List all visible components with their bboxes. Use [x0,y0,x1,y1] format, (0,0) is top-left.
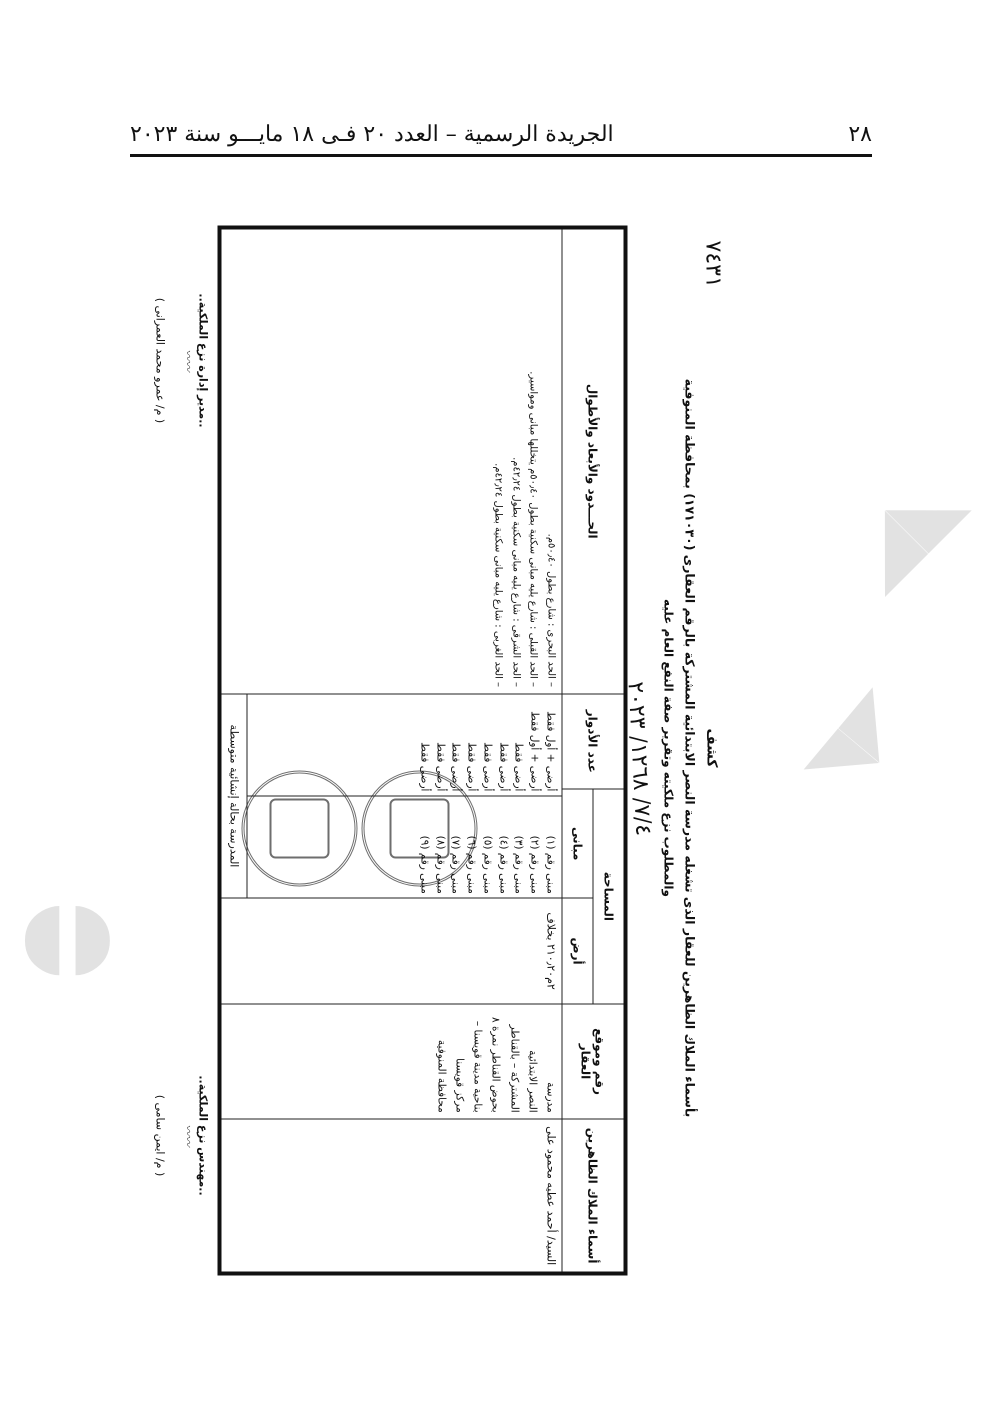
building-item: مبنى رقم (٩) [418,835,431,894]
floor-item: أرضى فقط [497,742,510,792]
column-boundaries: الحـــدود والأبعاد والأطوال [562,228,626,694]
location-line: بناحية مدينة قويسنا – [471,1020,484,1113]
location-line: بحوض القناطر نمرة ٨ [489,1017,502,1113]
building-item: مبنى رقم (٤) [497,835,510,894]
scanned-document [153,211,728,1286]
document-title: كشف [703,728,720,768]
column-area-land: أرض [562,898,593,1003]
boundary-line: – الحد البحرى : شارع بطول ٥٠٫٤٠م. [545,533,557,688]
building-condition-note: المدرسة بحالة إنشائية متوسطة [227,724,241,868]
location-line: النصر الابتدائية [526,1050,539,1113]
floor-item: أرضى فقط [465,742,478,792]
building-item: مبنى رقم (٧) [450,835,462,894]
floor-item: أرضى + أول فقط [544,711,557,792]
boundary-line: – الحد الشرقى : شارع يليه مبانى سكنية بطول ٤٢٫٢٤م. [510,457,522,688]
building-item: مبنى رقم (٣) [513,835,525,894]
boundaries-cell [220,228,563,694]
area-land-value: ٢م٢١٠٫٢٠ بخلاف [544,912,558,990]
watermark: ◖◗ [20,880,115,986]
owner-cell [220,1119,563,1273]
floor-item: أرضى فقط [481,742,494,792]
location-cell [220,1004,563,1120]
floors-list [248,694,562,795]
signature-mark: 〰〰 [181,349,195,372]
column-owner: أسماء الملاك الظاهرين [562,1119,626,1273]
buildings-floors-cell [220,694,563,899]
location-line: مركز قويسنا [453,1058,466,1113]
signature-row [154,251,210,1246]
building-item: مبنى رقم (٨) [434,835,447,894]
building-item: مبنى رقم (٦) [465,835,478,894]
watermark: ◢◣ [824,450,979,604]
floor-item: أرضى فقط [513,742,525,792]
reference-code: ٧٤٣١ [700,240,726,288]
document-title-line: بأسماء الملاك الظاهرين للعقار الذى تشغله مدرسة النصر الابتدائية المشتركة بالرقم العقارى (١٧١٠٣٠) بمحافظة المنوفية [682,378,698,1118]
signature-mark: 〰〰 [181,1124,195,1147]
floor-item: أرضى + أول فقط [528,711,541,792]
floor-item: أرضى فقط [418,742,431,792]
header-rule [130,154,872,157]
building-item: مبنى رقم (١) [544,835,557,894]
column-floors: عدد الأدوار [562,694,626,790]
signature-title: ..مهندس نزع الملكية.. [196,1075,210,1196]
boundary-line: – الحد القبلى : شارع يليه مبانى سكنية بطول ٥٠٫٤٠م يتخللها مبانى ومواسير. [528,371,539,688]
page-header [130,112,872,156]
watermark: ◥◤ [787,673,921,810]
boundary-line: – الحد الغربى : شارع يليه مبانى سكنية بطول ٤٢٫٢٤م. [493,463,504,688]
column-location: رقم وموقع العقار [562,1004,626,1120]
buildings-list [248,795,562,897]
signature-name: ( م/ عمرو محمد العمرانى ) [153,297,167,424]
gazette-title: الجريدة الرسمية – العدد ٢٠ فـى ١٨ مايـــو سنة ٢٠٢٣ [130,121,614,147]
buildings-block [222,694,562,898]
location-line: محافظة المنوفية [435,1039,448,1113]
handwritten-reference: ٧/٤/ ١٢٦٨/ ٢٠٢٣ [622,680,656,837]
owner-name: السيد/ أحمد عطيه محمود على [544,1126,558,1266]
building-item: مبنى رقم (٢) [528,835,541,894]
floor-item: أرضى فقط [434,742,447,792]
building-item: مبنى رقم (٥) [481,835,494,894]
signature-engineer [154,1026,210,1246]
signature-name: ( م/ ايمن سامى ) [153,1094,167,1177]
ownership-table [218,226,628,1276]
column-area: المساحة [593,789,626,1004]
location-line: مدرسة [544,1082,557,1113]
location-line: المشتركة – بالقناطر [508,1024,521,1113]
document-title-line: والمطلوب نزع ملكيته وتقرير صفة النفع العام عليه [661,599,676,897]
signature-title: ..مدير إدارة نزع الملكية.. [196,293,210,428]
signature-director [154,251,210,471]
area-land-cell [220,898,563,1003]
floor-item: أرضى فقط [450,742,462,792]
page-number: ٢٨ [848,121,872,147]
column-area-building: مبانى [562,789,593,898]
